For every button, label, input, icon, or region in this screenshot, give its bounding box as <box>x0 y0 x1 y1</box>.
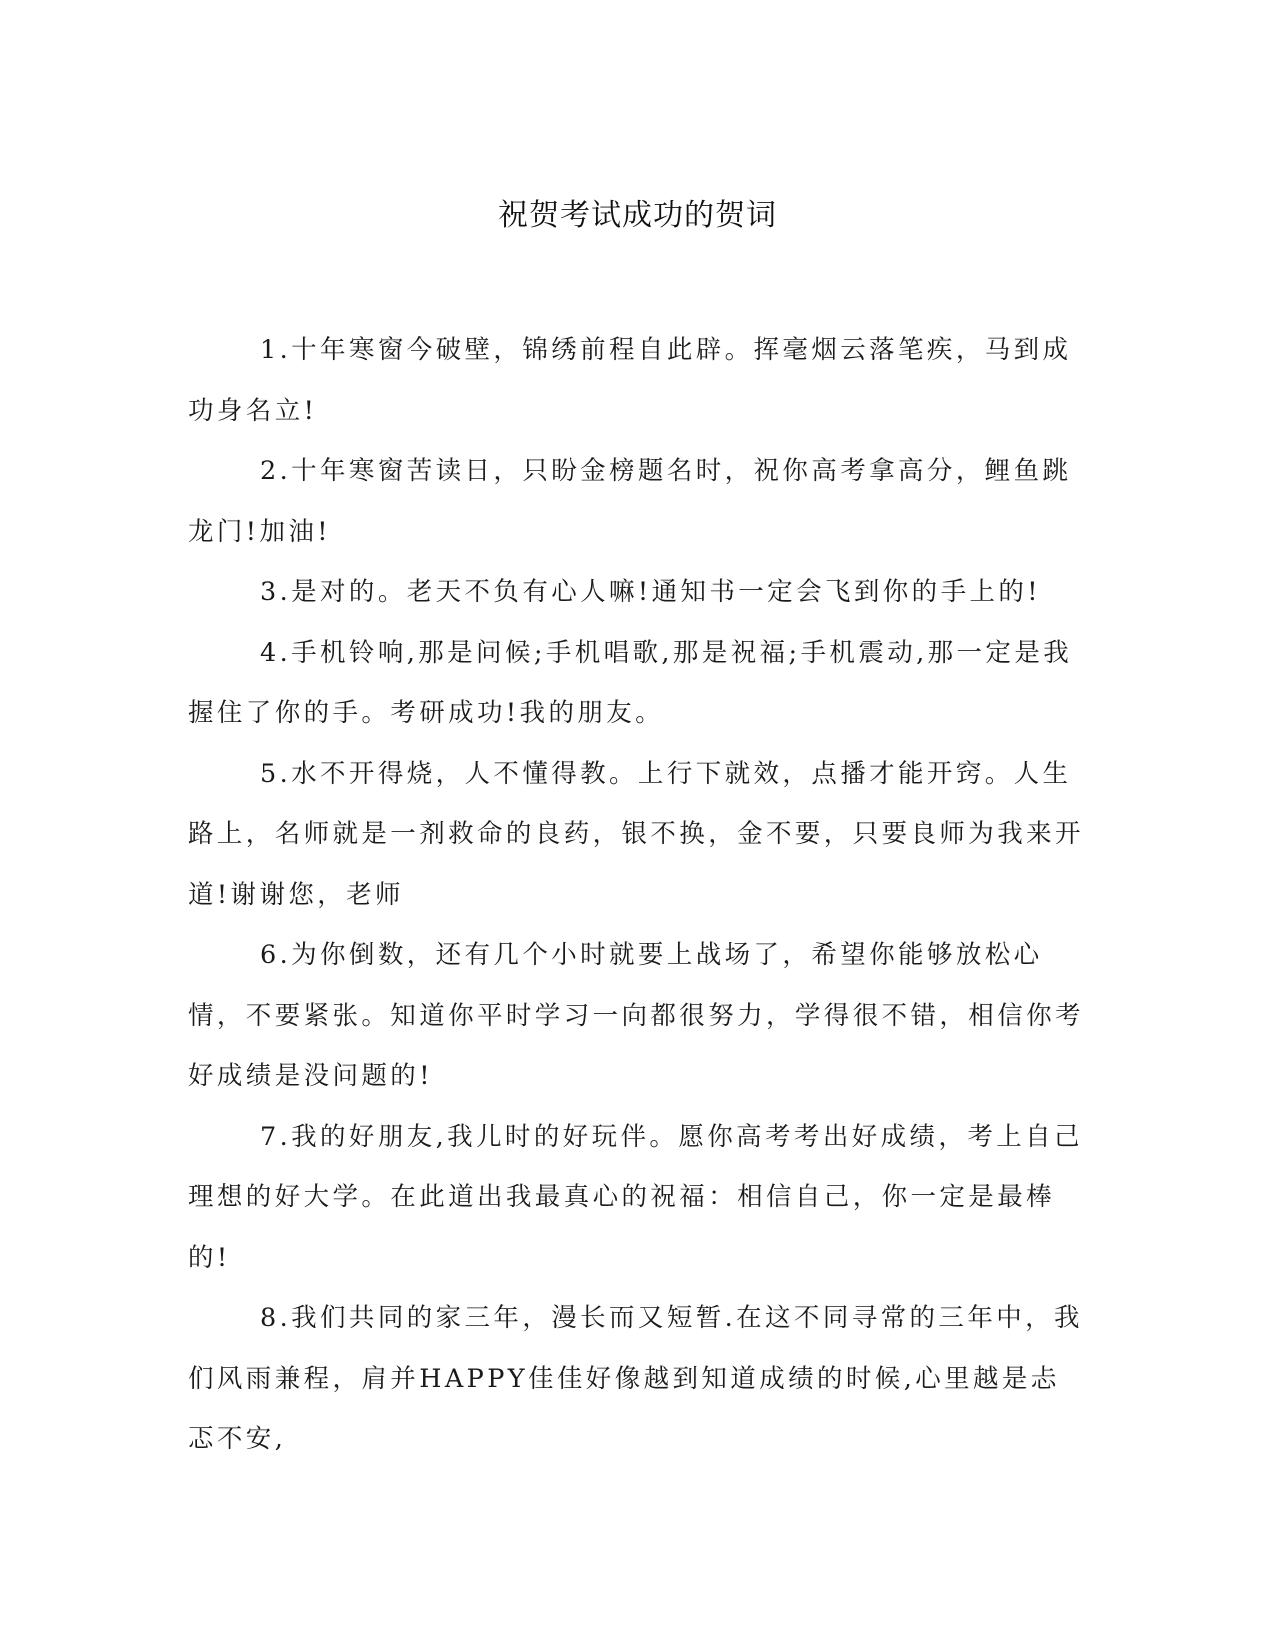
paragraph-2: 2.十年寒窗苦读日，只盼金榜题名时，祝你高考拿高分，鲤鱼跳龙门!加油! <box>188 456 1072 547</box>
document-body <box>188 320 1088 1470</box>
paragraph-7: 7.我的好朋友,我儿时的好玩伴。愿你高考考出好成绩，考上自己理想的好大学。在此道出我最真心的祝福：相信自己，你一定是最棒的! <box>188 1121 1083 1273</box>
paragraph-6: 6.为你倒数，还有几个小时就要上战场了，希望你能够放松心情，不要紧张。知道你平时学习一向都很努力，学得很不错，相信你考好成绩是没问题的! <box>188 940 1084 1091</box>
paragraph-3: 3.是对的。老天不负有心人嘛!通知书一定会飞到你的手上的! <box>260 577 1041 607</box>
paragraph-1: 1.十年寒窗今破壁，锦绣前程自此辟。挥毫烟云落笔疾，马到成功身名立! <box>188 335 1072 426</box>
paragraph-5: 5.水不开得烧，人不懂得教。上行下就效，点播才能开窍。人生路上，名师就是一剂救命的良药，银不换，金不要，只要良师为我来开道!谢谢您，老师 <box>188 758 1084 910</box>
document-title: 祝贺考试成功的贺词 <box>498 198 777 233</box>
paragraph-4: 4.手机铃响,那是问候;手机唱歌,那是祝福;手机震动,那一定是我握住了你的手。考研成功!我的朋友。 <box>188 637 1073 728</box>
paragraph-8: 8.我们共同的家三年，漫长而又短暂.在这不同寻常的三年中，我们风雨兼程，肩并HAPPY佳佳好像越到知道成绩的时候,心里越是忐忑不安, <box>188 1303 1083 1454</box>
